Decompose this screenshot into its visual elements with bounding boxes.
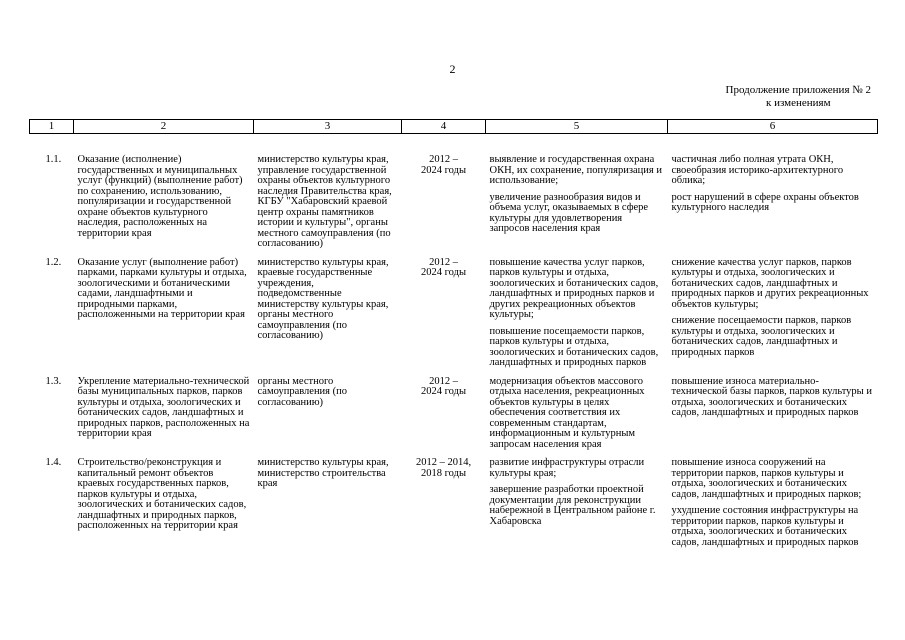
period	[402, 377, 486, 459]
measure-name: Строительство/реконструкция и капитальный ремонт объектов краевых государственных парков, парков культуры и отдыха, зоологических и ботанических садов, ландшафтных и природных парков, расположенных на территории края	[77, 457, 247, 531]
column-header: 6	[668, 120, 878, 134]
executor: органы местного самоуправления (по согласованию)	[257, 375, 348, 408]
period-text: 2012 – 2024 годы	[420, 154, 466, 176]
page-number: 2	[449, 62, 456, 76]
result-item: завершение разработки проектной документации для реконструкции набережной в Центральном районе г. Хабаровска	[489, 484, 656, 527]
consequence-item: частичная либо полная утрата ОКН, своеобразия историко-архитектурного облика;	[671, 154, 844, 186]
expected-result	[486, 458, 668, 556]
period-text: 2012 – 2024 годы	[420, 375, 466, 397]
consequence-item: рост нарушений в сфере охраны объектов культурного наследия	[671, 191, 859, 213]
table-header-row	[30, 120, 878, 134]
executor: министерство культуры края, управление государственной охраны объектов культурного наследия Правительства края, КГБУ "Хабаровский краевой центр охраны памятников истории и культуры", органы местного самоуправления (по согласованию)	[257, 154, 392, 249]
column-header: 1	[30, 120, 74, 134]
column-header: 5	[486, 120, 668, 134]
expected-result	[486, 134, 668, 258]
expected-result	[486, 377, 668, 459]
period	[402, 134, 486, 258]
measure-name: Оказание (исполнение) государственных и муниципальных услуг (функций) (выполнение работ) по сохранению, использованию, популяризации и государственной охране объектов культурного наследия, расположенных на территории края	[77, 154, 243, 239]
result-item: повышение качества услуг парков, парков культуры и отдыха, зоологических и ботанических садов, ландшафтных и природных парков и других рекреационных объектов культуры;	[489, 256, 659, 320]
table-row	[30, 377, 878, 459]
consequence	[668, 377, 878, 459]
period-text: 2012 – 2014, 2018 годы	[415, 457, 472, 479]
expected-result	[486, 258, 668, 377]
row-number: 1.2.	[45, 256, 62, 268]
column-header: 3	[254, 120, 402, 134]
row-number: 1.3.	[45, 375, 62, 387]
measures-table	[29, 119, 878, 556]
table-row	[30, 458, 878, 556]
consequence-item: повышение износа материально-технической базы парков, парков культуры и отдыха, зоологических и ботанических садов, ландшафтных и природных парков	[671, 375, 872, 418]
consequence-item: снижение посещаемости парков, парков культуры и отдыха, зоологических и ботанических садов, ландшафтных и природных парков	[671, 315, 852, 358]
column-header: 2	[74, 120, 254, 134]
consequence-item: ухудшение состояния инфраструктуры на территории парков, парков культуры и отдыха, зоологических и ботанических садов, ландшафтных и природных парков	[671, 505, 859, 548]
consequence	[668, 458, 878, 556]
row-number: 1.4.	[45, 457, 62, 468]
result-item: повышение посещаемости парков, парков культуры и отдыха, зоологических и ботанических садов, ландшафтных и природных парков	[489, 325, 659, 368]
period	[402, 258, 486, 377]
period	[402, 458, 486, 556]
table-row	[30, 258, 878, 377]
executor: министерство культуры края, краевые государственные учреждения, подведомственные министерству культуры края, органы местного самоуправления (по согласованию)	[257, 256, 389, 341]
consequence	[668, 134, 878, 258]
result-item: увеличение разнообразия видов и объема услуг, оказываемых в сфере культуры для удовлетворения запросов населения края	[489, 191, 649, 234]
appendix-line-1: Продолжение приложения № 2	[725, 84, 871, 96]
period-text: 2012 – 2024 годы	[420, 256, 466, 278]
column-header: 4	[402, 120, 486, 134]
result-item: выявление и государственная охрана ОКН, их сохранение, популяризация и использование;	[489, 154, 662, 186]
measure-name: Оказание услуг (выполнение работ) парками, парками культуры и отдыха, зоологическими и ботаническими садами, ландшафтными и природными парками, расположенными на территории края	[77, 256, 247, 320]
result-item: модернизация объектов массового отдыха населения, рекреационных объектов культуры в целях обеспечения соответствия их современным стандартам, информационным и культурным запросам населения края	[489, 375, 645, 450]
result-item: развитие инфраструктуры отрасли культуры края;	[489, 457, 645, 479]
appendix-heading	[726, 84, 871, 110]
row-number: 1.1.	[45, 154, 62, 165]
executor: министерство культуры края, министерство строительства края	[257, 457, 389, 489]
measure-name: Укрепление материально-технической базы муниципальных парков, парков культуры и отдыха, зоологических и ботанических садов, ландшафтных и природных парков, расположенных на территории края	[77, 375, 250, 439]
consequence-item: снижение качества услуг парков, парков культуры и отдыха, зоологических и ботанических садов, ландшафтных и природных парков и других рекреационных объектов культуры;	[671, 256, 869, 310]
appendix-line-2: к изменениям	[765, 97, 831, 109]
consequence	[668, 258, 878, 377]
table-row	[30, 134, 878, 258]
consequence-item: повышение износа сооружений на территории парков, парков культуры и отдыха, зоологических и ботанических садов, ландшафтных и природных парков;	[671, 457, 862, 500]
